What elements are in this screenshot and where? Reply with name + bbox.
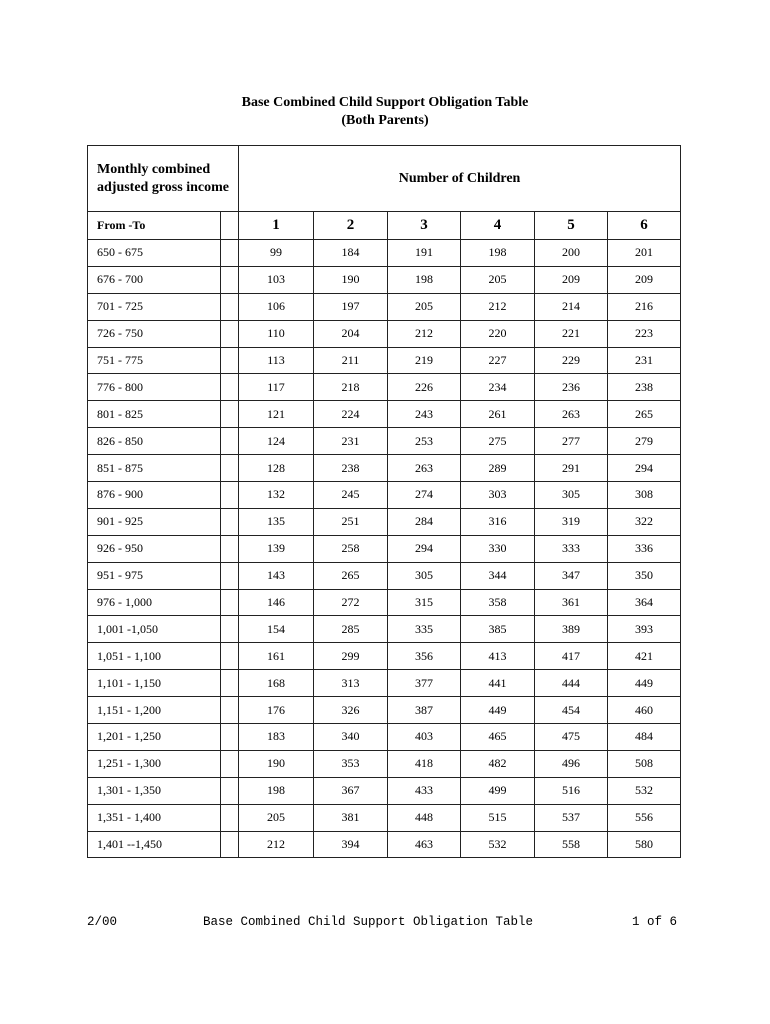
- income-range: 726 - 750: [88, 320, 221, 347]
- obligation-value: 258: [314, 535, 388, 562]
- income-range: 1,401 --1,450: [88, 831, 221, 858]
- obligation-value: 308: [608, 482, 681, 509]
- blank-cell: [221, 750, 239, 777]
- table-row: [88, 697, 681, 724]
- obligation-value: 236: [535, 374, 608, 401]
- obligation-value: 294: [388, 535, 461, 562]
- obligation-value: 284: [388, 508, 461, 535]
- obligation-value: 200: [535, 240, 608, 267]
- obligation-value: 117: [239, 374, 314, 401]
- income-range: 1,151 - 1,200: [88, 697, 221, 724]
- blank-cell: [221, 482, 239, 509]
- obligation-value: 448: [388, 804, 461, 831]
- income-range: 1,351 - 1,400: [88, 804, 221, 831]
- obligation-value: 393: [608, 616, 681, 643]
- income-header: Monthly combined adjusted gross income: [88, 146, 239, 212]
- table-row: [88, 831, 681, 858]
- footer-title: Base Combined Child Support Obligation Table: [203, 915, 534, 929]
- obligation-value: 356: [388, 643, 461, 670]
- table-row: [88, 750, 681, 777]
- obligation-value: 243: [388, 401, 461, 428]
- income-range: 826 - 850: [88, 428, 221, 455]
- obligation-value: 441: [461, 670, 535, 697]
- obligation-value: 212: [461, 293, 535, 320]
- obligation-value: 364: [608, 589, 681, 616]
- obligation-value: 421: [608, 643, 681, 670]
- obligation-value: 168: [239, 670, 314, 697]
- obligation-value: 221: [535, 320, 608, 347]
- obligation-value: 219: [388, 347, 461, 374]
- blank-cell: [221, 616, 239, 643]
- obligation-value: 319: [535, 508, 608, 535]
- obligation-value: 484: [608, 724, 681, 751]
- obligation-value: 315: [388, 589, 461, 616]
- obligation-value: 263: [535, 401, 608, 428]
- obligation-value: 223: [608, 320, 681, 347]
- obligation-value: 285: [314, 616, 388, 643]
- income-range: 1,101 - 1,150: [88, 670, 221, 697]
- obligation-value: 322: [608, 508, 681, 535]
- obligation-value: 143: [239, 562, 314, 589]
- column-header-4: 4: [461, 212, 535, 240]
- obligation-value: 161: [239, 643, 314, 670]
- obligation-value: 335: [388, 616, 461, 643]
- table-row: [88, 616, 681, 643]
- obligation-value: 191: [388, 240, 461, 267]
- obligation-value: 212: [239, 831, 314, 858]
- blank-cell: [221, 697, 239, 724]
- column-header-6: 6: [608, 212, 681, 240]
- obligation-value: 499: [461, 777, 535, 804]
- obligation-value: 238: [608, 374, 681, 401]
- obligation-value: 209: [535, 266, 608, 293]
- table-row: [88, 374, 681, 401]
- obligation-value: 124: [239, 428, 314, 455]
- obligation-value: 344: [461, 562, 535, 589]
- footer-date: 2/00: [87, 915, 118, 929]
- obligation-value: 184: [314, 240, 388, 267]
- table-row: [88, 455, 681, 482]
- obligation-value: 387: [388, 697, 461, 724]
- obligation-table: [87, 145, 681, 858]
- table-row: [88, 670, 681, 697]
- obligation-value: 294: [608, 455, 681, 482]
- blank-cell: [221, 212, 239, 240]
- obligation-value: 224: [314, 401, 388, 428]
- income-range: 1,251 - 1,300: [88, 750, 221, 777]
- column-header-3: 3: [388, 212, 461, 240]
- page-title: Base Combined Child Support Obligation Table: [241, 95, 529, 110]
- obligation-value: 103: [239, 266, 314, 293]
- column-header-2: 2: [314, 212, 388, 240]
- obligation-value: 389: [535, 616, 608, 643]
- obligation-value: 532: [608, 777, 681, 804]
- obligation-value: 433: [388, 777, 461, 804]
- income-range: 650 - 675: [88, 240, 221, 267]
- obligation-value: 205: [239, 804, 314, 831]
- obligation-value: 139: [239, 535, 314, 562]
- obligation-value: 413: [461, 643, 535, 670]
- footer-page: 1 of 6: [632, 915, 678, 929]
- obligation-value: 444: [535, 670, 608, 697]
- income-range: 1,201 - 1,250: [88, 724, 221, 751]
- obligation-value: 261: [461, 401, 535, 428]
- table-row: [88, 428, 681, 455]
- table-row: [88, 804, 681, 831]
- range-header: From -To: [88, 212, 221, 240]
- income-range: 1,301 - 1,350: [88, 777, 221, 804]
- obligation-value: 403: [388, 724, 461, 751]
- table-row: [88, 562, 681, 589]
- table-row: [88, 347, 681, 374]
- obligation-value: 176: [239, 697, 314, 724]
- obligation-value: 218: [314, 374, 388, 401]
- income-range: 776 - 800: [88, 374, 221, 401]
- table-row: [88, 777, 681, 804]
- obligation-value: 190: [314, 266, 388, 293]
- obligation-value: 463: [388, 831, 461, 858]
- blank-cell: [221, 589, 239, 616]
- obligation-value: 231: [314, 428, 388, 455]
- obligation-value: 291: [535, 455, 608, 482]
- income-range: 1,051 - 1,100: [88, 643, 221, 670]
- blank-cell: [221, 508, 239, 535]
- obligation-value: 305: [535, 482, 608, 509]
- obligation-value: 465: [461, 724, 535, 751]
- obligation-value: 394: [314, 831, 388, 858]
- obligation-value: 198: [239, 777, 314, 804]
- blank-cell: [221, 670, 239, 697]
- obligation-value: 183: [239, 724, 314, 751]
- obligation-value: 231: [608, 347, 681, 374]
- obligation-value: 106: [239, 293, 314, 320]
- obligation-value: 113: [239, 347, 314, 374]
- obligation-value: 279: [608, 428, 681, 455]
- obligation-value: 146: [239, 589, 314, 616]
- obligation-value: 313: [314, 670, 388, 697]
- obligation-value: 201: [608, 240, 681, 267]
- obligation-value: 347: [535, 562, 608, 589]
- blank-cell: [221, 374, 239, 401]
- obligation-value: 216: [608, 293, 681, 320]
- table-row: [88, 240, 681, 267]
- obligation-value: 516: [535, 777, 608, 804]
- obligation-value: 277: [535, 428, 608, 455]
- obligation-value: 265: [314, 562, 388, 589]
- obligation-value: 333: [535, 535, 608, 562]
- obligation-value: 128: [239, 455, 314, 482]
- obligation-value: 205: [388, 293, 461, 320]
- obligation-value: 537: [535, 804, 608, 831]
- blank-cell: [221, 777, 239, 804]
- blank-cell: [221, 831, 239, 858]
- income-range: 951 - 975: [88, 562, 221, 589]
- obligation-value: 209: [608, 266, 681, 293]
- obligation-value: 238: [314, 455, 388, 482]
- table-row: [88, 266, 681, 293]
- obligation-value: 336: [608, 535, 681, 562]
- obligation-value: 508: [608, 750, 681, 777]
- obligation-value: 449: [461, 697, 535, 724]
- blank-cell: [221, 293, 239, 320]
- table-row: [88, 320, 681, 347]
- obligation-value: 253: [388, 428, 461, 455]
- obligation-value: 418: [388, 750, 461, 777]
- obligation-value: 197: [314, 293, 388, 320]
- obligation-value: 358: [461, 589, 535, 616]
- obligation-value: 558: [535, 831, 608, 858]
- obligation-value: 377: [388, 670, 461, 697]
- blank-cell: [221, 347, 239, 374]
- income-range: 751 - 775: [88, 347, 221, 374]
- blank-cell: [221, 266, 239, 293]
- obligation-value: 135: [239, 508, 314, 535]
- obligation-value: 299: [314, 643, 388, 670]
- table-row: [88, 643, 681, 670]
- income-range: 901 - 925: [88, 508, 221, 535]
- obligation-value: 326: [314, 697, 388, 724]
- obligation-value: 367: [314, 777, 388, 804]
- obligation-value: 198: [461, 240, 535, 267]
- obligation-value: 303: [461, 482, 535, 509]
- obligation-value: 580: [608, 831, 681, 858]
- obligation-value: 227: [461, 347, 535, 374]
- obligation-value: 515: [461, 804, 535, 831]
- column-header-1: 1: [239, 212, 314, 240]
- blank-cell: [221, 320, 239, 347]
- obligation-value: 316: [461, 508, 535, 535]
- income-range: 926 - 950: [88, 535, 221, 562]
- obligation-value: 245: [314, 482, 388, 509]
- obligation-value: 482: [461, 750, 535, 777]
- income-range: 976 - 1,000: [88, 589, 221, 616]
- obligation-value: 305: [388, 562, 461, 589]
- obligation-value: 330: [461, 535, 535, 562]
- table-row: [88, 724, 681, 751]
- obligation-value: 132: [239, 482, 314, 509]
- table-row: [88, 482, 681, 509]
- obligation-value: 417: [535, 643, 608, 670]
- table-row: [88, 401, 681, 428]
- blank-cell: [221, 455, 239, 482]
- page-subtitle: (Both Parents): [341, 113, 429, 128]
- obligation-value: 190: [239, 750, 314, 777]
- blank-cell: [221, 804, 239, 831]
- obligation-value: 460: [608, 697, 681, 724]
- obligation-value: 229: [535, 347, 608, 374]
- obligation-value: 263: [388, 455, 461, 482]
- obligation-value: 353: [314, 750, 388, 777]
- obligation-value: 556: [608, 804, 681, 831]
- table-row: [88, 535, 681, 562]
- obligation-value: 110: [239, 320, 314, 347]
- table-row: [88, 508, 681, 535]
- column-header-5: 5: [535, 212, 608, 240]
- blank-cell: [221, 535, 239, 562]
- obligation-value: 121: [239, 401, 314, 428]
- obligation-value: 234: [461, 374, 535, 401]
- obligation-value: 289: [461, 455, 535, 482]
- obligation-value: 154: [239, 616, 314, 643]
- obligation-value: 205: [461, 266, 535, 293]
- obligation-value: 454: [535, 697, 608, 724]
- obligation-value: 475: [535, 724, 608, 751]
- obligation-value: 496: [535, 750, 608, 777]
- obligation-value: 449: [608, 670, 681, 697]
- obligation-value: 214: [535, 293, 608, 320]
- obligation-value: 99: [239, 240, 314, 267]
- obligation-value: 198: [388, 266, 461, 293]
- income-range: 876 - 900: [88, 482, 221, 509]
- obligation-value: 211: [314, 347, 388, 374]
- blank-cell: [221, 724, 239, 751]
- obligation-value: 385: [461, 616, 535, 643]
- blank-cell: [221, 240, 239, 267]
- blank-cell: [221, 428, 239, 455]
- obligation-value: 251: [314, 508, 388, 535]
- obligation-value: 272: [314, 589, 388, 616]
- obligation-value: 532: [461, 831, 535, 858]
- blank-cell: [221, 401, 239, 428]
- obligation-value: 220: [461, 320, 535, 347]
- blank-cell: [221, 643, 239, 670]
- obligation-value: 350: [608, 562, 681, 589]
- obligation-value: 204: [314, 320, 388, 347]
- income-range: 851 - 875: [88, 455, 221, 482]
- obligation-value: 274: [388, 482, 461, 509]
- obligation-value: 381: [314, 804, 388, 831]
- obligation-value: 361: [535, 589, 608, 616]
- obligation-value: 212: [388, 320, 461, 347]
- obligation-value: 275: [461, 428, 535, 455]
- obligation-value: 226: [388, 374, 461, 401]
- income-range: 676 - 700: [88, 266, 221, 293]
- income-range: 701 - 725: [88, 293, 221, 320]
- children-header: Number of Children: [239, 146, 681, 212]
- blank-cell: [221, 562, 239, 589]
- income-range: 1,001 -1,050: [88, 616, 221, 643]
- table-row: [88, 589, 681, 616]
- obligation-value: 265: [608, 401, 681, 428]
- table-row: [88, 293, 681, 320]
- income-range: 801 - 825: [88, 401, 221, 428]
- obligation-value: 340: [314, 724, 388, 751]
